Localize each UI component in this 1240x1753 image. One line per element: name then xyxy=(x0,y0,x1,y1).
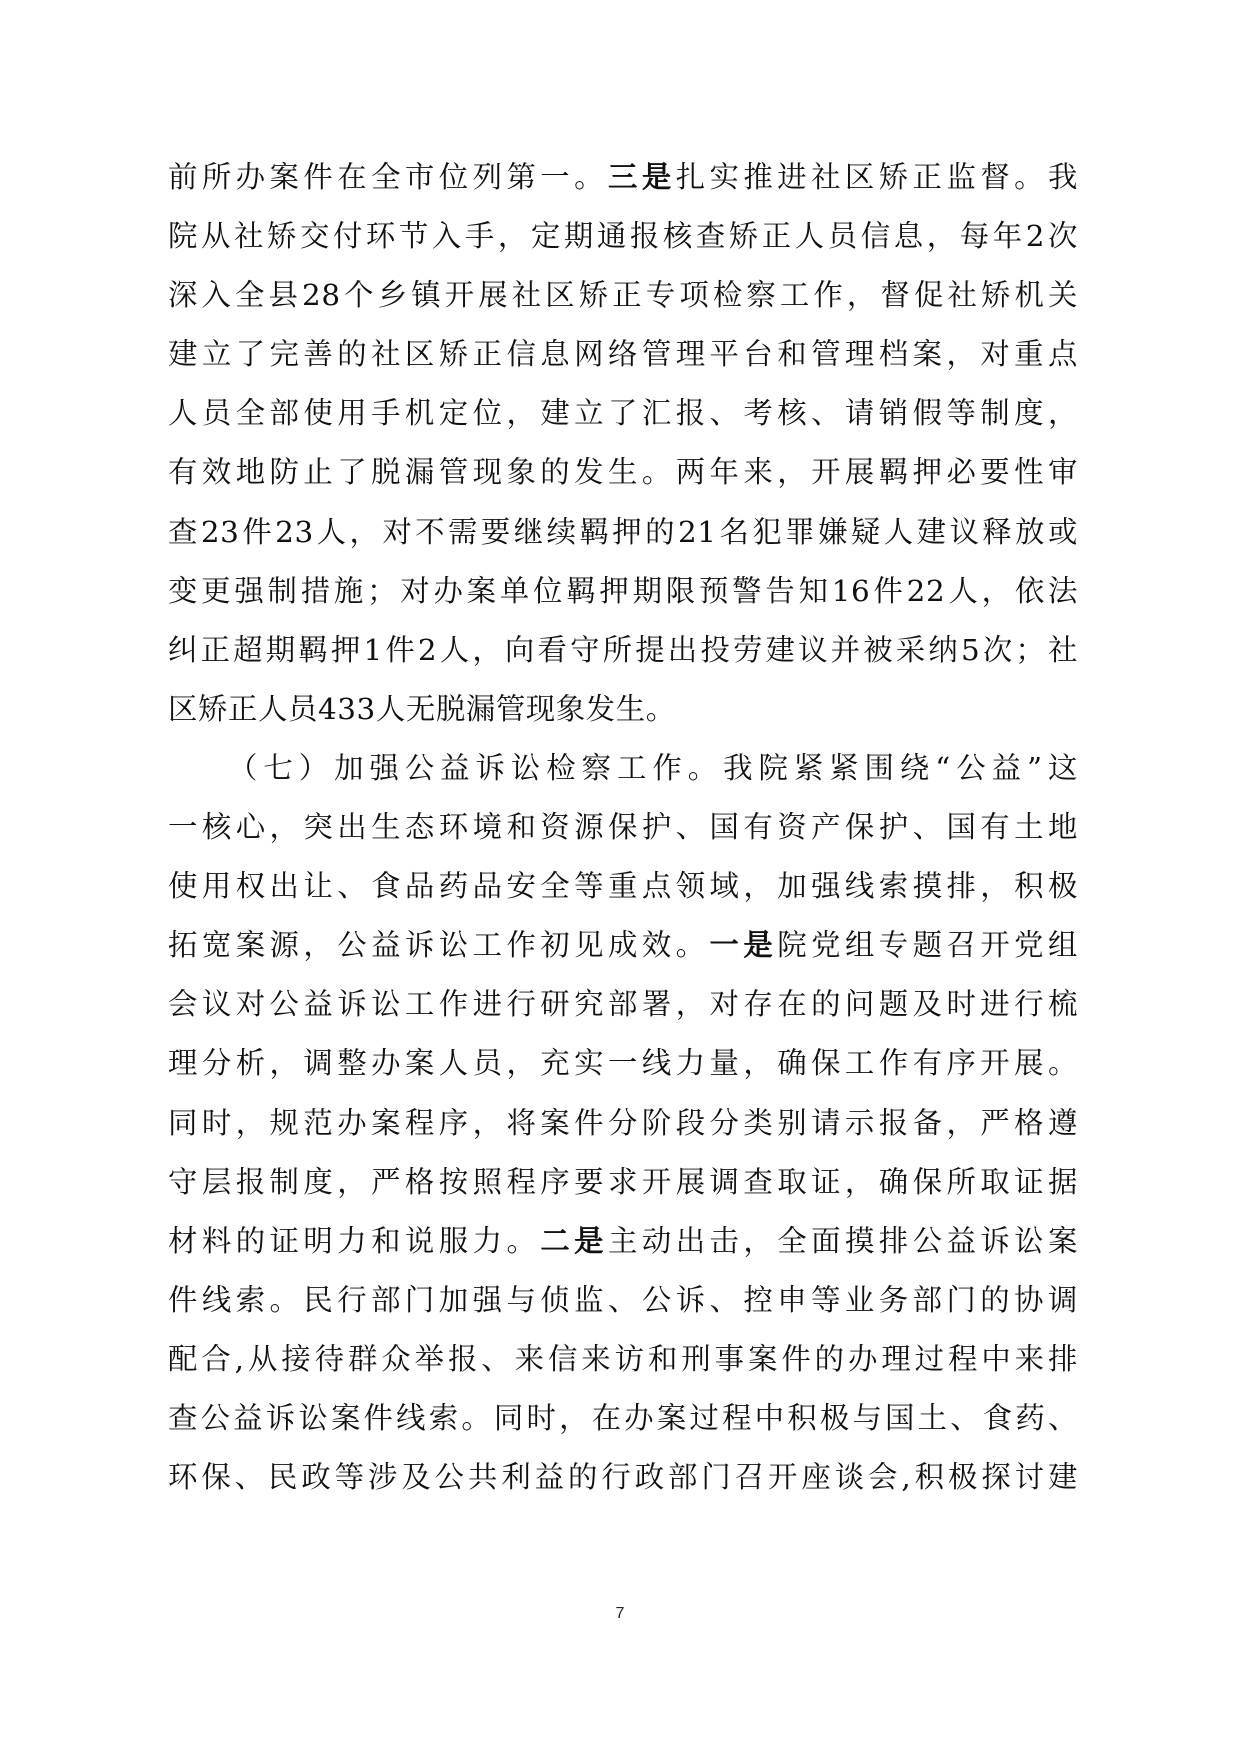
text-line xyxy=(168,325,1078,384)
text-line xyxy=(168,798,1078,857)
text-segment: 主动出击，全面摸排公益诉讼案 xyxy=(608,1223,1079,1258)
text-segment: 建立了完善的社区矫正信息网络管理平台和管理档案，对重点 xyxy=(168,337,1078,372)
text-line xyxy=(168,1448,1078,1507)
text-segment: 有效地防止了脱漏管现象的发生。两年来，开展羁押必要性审 xyxy=(168,455,1078,490)
text-segment: 会议对公益诉讼工作进行研究部署，对存在的问题及时进行梳 xyxy=(168,987,1078,1022)
text-line xyxy=(168,562,1078,621)
text-segment: 同时，规范办案程序，将案件分阶段分类别请示报备，严格遵 xyxy=(168,1105,1078,1140)
text-segment: 变更强制措施；对办案单位羁押期限预警告知16件22人，依法 xyxy=(168,573,1078,608)
text-line xyxy=(168,621,1078,680)
text-segment: 环保、民政等涉及公共利益的行政部门召开座谈会,积极探讨建 xyxy=(168,1460,1078,1495)
text-line xyxy=(168,148,1078,207)
text-segment: 使用权出让、食品药品安全等重点领域，加强线索摸排，积极 xyxy=(168,869,1078,904)
text-segment: 理分析，调整办案人员，充实一线力量，确保工作有序开展。 xyxy=(168,1046,1078,1081)
text-segment: 院从社矫交付环节入手，定期通报核查矫正人员信息，每年2次 xyxy=(168,219,1078,254)
text-segment: 扎实推进社区矫正监督。我 xyxy=(675,160,1078,194)
text-segment: 守层报制度，严格按照程序要求开展调查取证，确保所取证据 xyxy=(168,1164,1078,1199)
text-line xyxy=(168,1389,1078,1448)
text-line xyxy=(168,503,1078,562)
bold-marker: 二是 xyxy=(540,1223,609,1258)
text-segment: 我院紧紧围绕“公益”这 xyxy=(723,750,1078,785)
text-segment: 件线索。民行部门加强与侦监、公诉、控申等业务部门的协调 xyxy=(168,1282,1078,1317)
text-segment: （七）加强公益诉讼检察工作。 xyxy=(228,750,724,785)
text-segment: 查23件23人，对不需要继续羁押的21名犯罪嫌疑人建议释放或 xyxy=(168,514,1078,549)
text-line xyxy=(168,443,1078,502)
text-segment: 材料的证明力和说服力。 xyxy=(168,1223,541,1258)
text-segment: 纠正超期羁押1件2人，向看守所提出投劳建议并被采纳5次；社 xyxy=(168,632,1078,667)
text-line xyxy=(168,975,1078,1034)
text-line xyxy=(168,1271,1078,1330)
text-segment: 一核心，突出生态环境和资源保护、国有资产保护、国有土地 xyxy=(168,810,1078,845)
text-line xyxy=(168,680,1078,739)
text-line xyxy=(168,916,1078,975)
text-line xyxy=(168,857,1078,916)
text-segment: 深入全县28个乡镇开展社区矫正专项检察工作，督促社矫机关 xyxy=(168,278,1078,313)
text-segment: 配合,从接待群众举报、来信来访和刑事案件的办理过程中来排 xyxy=(168,1341,1078,1376)
body-text xyxy=(168,148,1078,1507)
text-line xyxy=(168,1212,1078,1271)
text-segment: 院党组专题召开党组 xyxy=(777,928,1079,963)
text-segment: 拓宽案源，公益诉讼工作初见成效。 xyxy=(168,928,710,963)
text-line xyxy=(168,384,1078,443)
text-line xyxy=(168,739,1078,798)
text-line xyxy=(168,1153,1078,1212)
text-line xyxy=(168,1094,1078,1153)
text-segment: 前所办案件在全市位列第一。 xyxy=(168,160,608,194)
text-line xyxy=(168,207,1078,266)
bold-marker: 一是 xyxy=(709,928,778,963)
text-line xyxy=(168,1034,1078,1093)
text-line xyxy=(168,1330,1078,1389)
page-number: 7 xyxy=(615,1605,625,1622)
text-line xyxy=(168,266,1078,325)
text-segment: 查公益诉讼案件线索。同时，在办案过程中积极与国土、食药、 xyxy=(168,1400,1078,1435)
bold-marker: 三是 xyxy=(608,160,676,194)
text-segment: 区矫正人员433人无脱漏管现象发生。 xyxy=(168,691,676,726)
text-segment: 人员全部使用手机定位，建立了汇报、考核、请销假等制度， xyxy=(168,396,1078,431)
